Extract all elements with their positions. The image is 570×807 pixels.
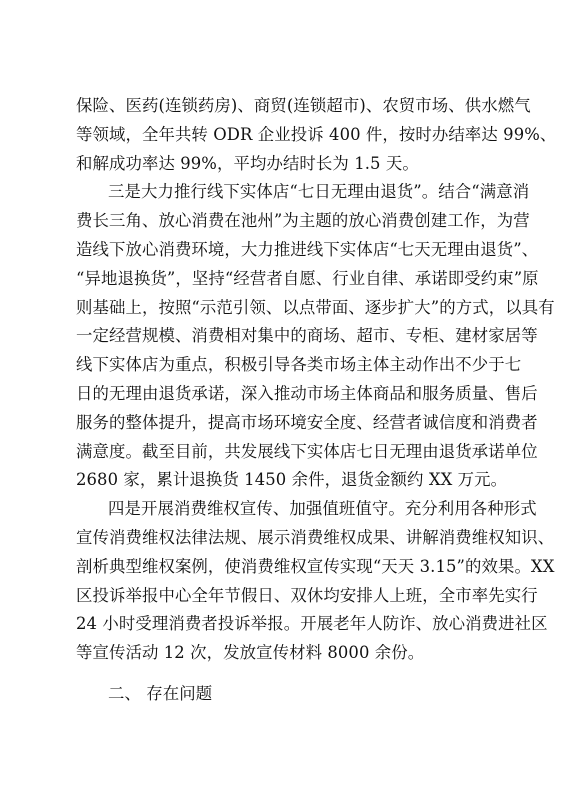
text-line: 日的无理由退货承诺，深入推动市场主体商品和服务质量、售后: [76, 383, 538, 403]
paragraph-odr-summary: [76, 92, 557, 178]
text-line: 剖析典型维权案例，使消费维权宣传实现“天天 3.15”的效果。XX: [76, 556, 555, 576]
text-line: 24 小时受理消费者投诉举报。开展老年人防诈、放心消费进社区: [76, 614, 548, 634]
document-body: [76, 92, 557, 709]
text-line: 保险、医药(连锁药房)、商贸(连锁超市)、农贸市场、供水燃气: [76, 96, 531, 115]
text-line: 2680 家，累计退换货 1450 余件，退货金额约 XX 万元。: [76, 470, 508, 490]
section-heading: 二、 存在问题: [108, 683, 213, 703]
text-line: 四是开展消费维权宣传、加强值班值守。充分利用各种形式: [108, 499, 537, 519]
text-line: 造线下放心消费环境，大力推进线下实体店“七天无理由退货”、: [76, 239, 539, 259]
text-line: 宣传消费维权法律法规、展示消费维权成果、讲解消费维权知识、: [76, 527, 555, 547]
text-line: 三是大力推行线下实体店“七日无理由退货”。结合“满意消: [108, 182, 530, 202]
text-line: 线下实体店为重点，积极引导各类市场主体主动作出不少于七: [76, 355, 522, 375]
text-line: 服务的整体提升，提高市场环境安全度、经营者诚信度和消费者: [76, 412, 538, 432]
paragraph-seven-day-return: [76, 178, 555, 495]
text-line: 费长三角、放心消费在池州”为主题的放心消费创建工作，为营: [76, 211, 530, 231]
text-line: 一定经营规模、消费相对集中的商场、超市、专柜、建材家居等: [76, 326, 538, 346]
text-line: 满意度。截至目前，共发展线下实体店七日无理由退货承诺单位: [76, 441, 538, 461]
text-line: 等宣传活动 12 次，发放宣传材料 8000 余份。: [76, 643, 425, 663]
text-line: 区投诉举报中心全年节假日、双休均安排人上班，全市率先实行: [76, 585, 538, 605]
paragraph-rights-publicity: [76, 495, 555, 668]
text-line: 则基础上，按照“示范引领、以点带面、逐步扩大”的方式，以具有: [76, 297, 555, 317]
text-line: 等领域，全年共转 ODR 企业投诉 400 件，按时办结率达 99%、: [76, 124, 557, 144]
text-line: “异地退换货”，坚持“经营者自愿、行业自律、承诺即受约束”原: [76, 268, 539, 288]
text-line: 和解成功率达 99%，平均办结时长为 1.5 天。: [76, 153, 419, 173]
